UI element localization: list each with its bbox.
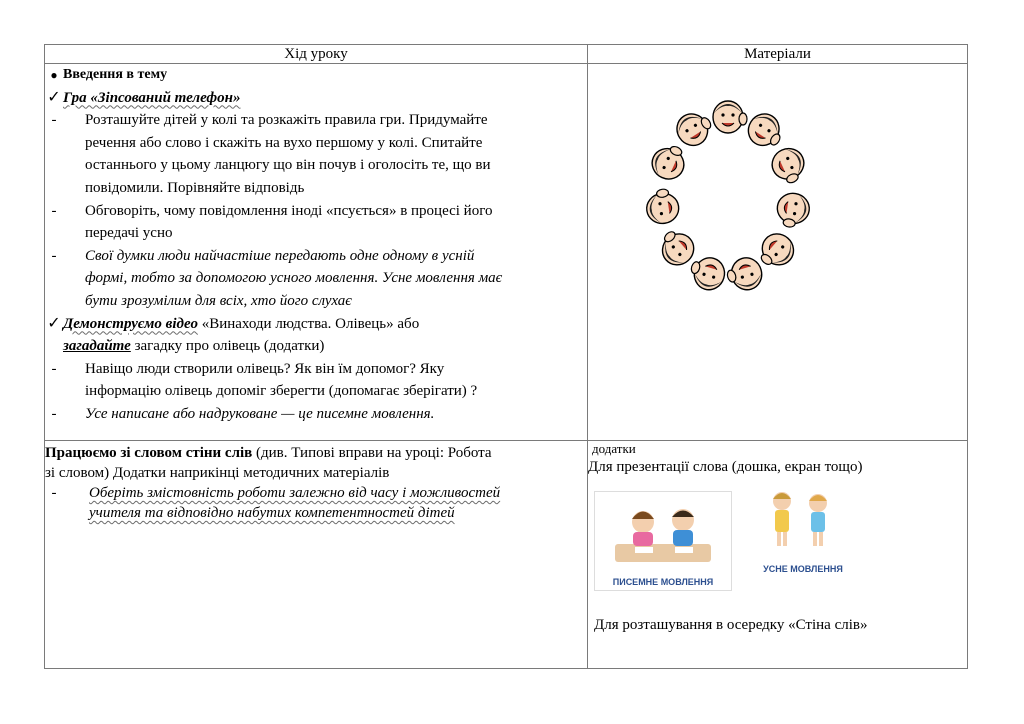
- list-item-cont: речення або слово і скажіть на вухо першому у колі. Спитайте: [85, 134, 483, 151]
- lesson-flow-cell-word-wall: Працюємо зі словом стіни слів (див. Типові вправи на уроці: Робота зі словом) Додатки наприкінці методичних матеріалів - Оберіть змістовність роботи залежно від часу і можливостей учителя та відповідно набутих компетентностей дітей: [45, 441, 588, 669]
- video-label: Демонструємо відео: [63, 315, 198, 332]
- header-materials: Матеріали: [588, 45, 968, 64]
- list-item-cont: формі, тобто за допомогою усного мовлення. Усне мовлення має: [85, 270, 503, 287]
- face-icon: [742, 108, 788, 153]
- materials-cell-intro: [588, 64, 968, 441]
- face-icon: [647, 140, 690, 184]
- face-icon: [713, 101, 747, 133]
- list-item: Обговоріть, чому повідомлення іноді «псується» в процесі його: [85, 202, 493, 219]
- list-item-cont: бути зрозумілим для всіх, хто його слухає: [85, 292, 352, 309]
- materials-cell-word-wall: [588, 441, 968, 669]
- word-wall-line2: зі словом) Додатки наприкінці методичних матеріалів: [45, 465, 390, 481]
- list-item-cont: останнього у цьому ланцюгу що він почув і оголосіть те, що ви: [85, 157, 491, 174]
- list-item-cont: інформацію олівець допоміг зберегти (допомагає зберігати) ?: [85, 383, 478, 400]
- note-line-cont: учителя та відповідно набутих компетентностей дітей: [89, 505, 455, 521]
- word-wall-title: Працюємо зі словом стіни слів: [45, 445, 253, 461]
- lesson-flow-cell-intro: ● Введення в тему ✓ Гра «Зіпсований телефон» - Розташуйте дітей у колі та розкажіть правила гри. Придумайте речення або слово і скажіть на вухо першому у колі. Спитайте останнього у цьому ланцюгу що він почув і оголосіть те, що ви повідомили. Порівняйте відповідь - Обговоріть, чому повідомлення іноді «псується» в процесі його передачі усно - Свої думки люди найчастіше передають одне одному в усній формі, тобто за допомогою усного мовлення. Усне мовлення має бути зрозумілим для всіх, хто його слухає ✓ Демонструємо відео «Винаходи людства. Олівець» або загадайте загадку про олівець (додатки) - Навіщо люди створили олівець? Як він їм допомог? Яку інформацію олівець допоміг зберегти (допомагає зберігати) ? - Усе написане або надруковане — це писемне мовлення.: [45, 64, 588, 441]
- oral-speech-caption: УСНЕ МОВЛЕННЯ: [763, 564, 843, 574]
- riddle-text: загадку про олівець (додатки): [130, 338, 325, 355]
- video-text: «Винаходи людства. Олівець» або: [197, 315, 420, 332]
- presentation-text: Для презентації слова (дошка, екран тощо): [588, 459, 863, 475]
- list-item-cont: повідомили. Порівняйте відповідь: [85, 179, 305, 196]
- face-icon: [767, 144, 810, 188]
- checkmark-icon: ✓: [47, 88, 61, 106]
- section-title: Введення в тему: [63, 67, 168, 82]
- face-icon: [671, 106, 717, 151]
- face-icon: [724, 254, 766, 294]
- word-wall-placement-text: Для розташування в осередку «Стіна слів»: [594, 617, 868, 633]
- header-lesson-flow: Хід уроку: [45, 45, 588, 64]
- written-speech-caption: ПИСЕМНЕ МОВЛЕННЯ: [612, 577, 714, 587]
- oral-speech-card: [740, 483, 866, 575]
- riddle-label: загадайте: [63, 338, 131, 355]
- face-icon: [775, 191, 812, 229]
- broken-telephone-illustration: [628, 92, 828, 302]
- game-title: Гра «Зіпсований телефон»: [63, 89, 241, 106]
- word-wall-title-rest: (див. Типові вправи на уроці: Робота: [252, 445, 492, 461]
- lesson-table: [44, 44, 968, 669]
- list-item: Розташуйте дітей у колі та розкажіть правила гри. Придумайте: [85, 112, 488, 129]
- list-item: Свої думки люди найчастіше передають одне одному в усній: [85, 247, 475, 264]
- face-icon: [687, 253, 729, 293]
- bullet-icon: ●: [50, 68, 58, 82]
- list-item: Навіщо люди створили олівець? Як він їм допомог? Яку: [85, 360, 445, 377]
- appendix-label: додатки: [592, 441, 636, 456]
- note-line: Оберіть змістовність роботи залежно від часу і можливостей: [89, 485, 501, 501]
- checkmark-icon: ✓: [47, 314, 61, 332]
- face-icon: [644, 187, 681, 225]
- list-item: Усе написане або надруковане — це писемне мовлення.: [85, 405, 435, 422]
- written-speech-card: [594, 491, 732, 591]
- list-item-cont: передачі усно: [85, 225, 173, 242]
